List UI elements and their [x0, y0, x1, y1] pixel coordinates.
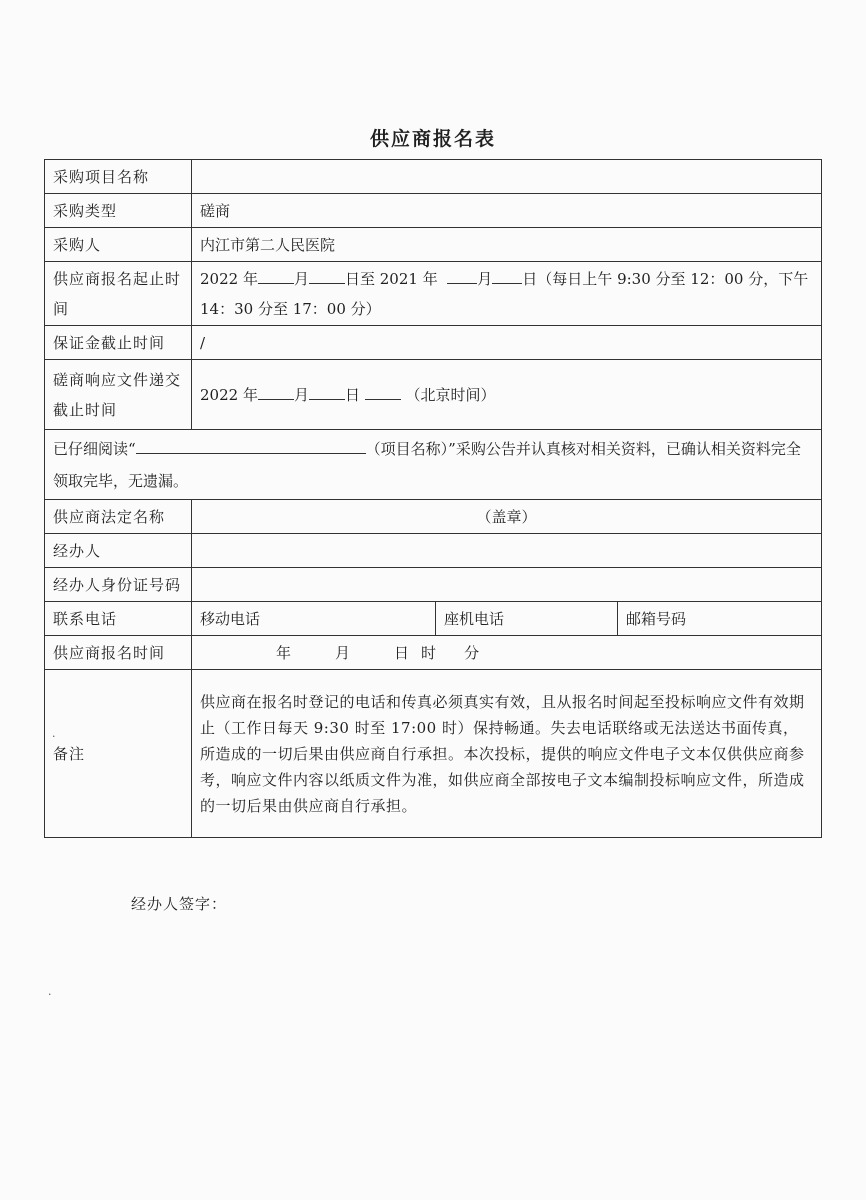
reg-day-to: 日至 — [344, 269, 375, 288]
row-declaration — [45, 430, 822, 500]
mobile-phone-field[interactable]: 移动电话 — [192, 602, 436, 636]
row-registration-period — [45, 262, 822, 326]
declaration-suffix: （项目名称）”采购公告并认真核对相关资料，已确认相关资料完全领取完毕，无遗漏。 — [53, 439, 801, 490]
row-registration-time — [45, 636, 822, 670]
landline-field[interactable]: 座机电话 — [436, 602, 618, 636]
scan-mark: · — [48, 988, 52, 1001]
agent-id-field[interactable] — [192, 568, 822, 602]
row-legal-name — [45, 500, 822, 534]
purchaser-value: 内江市第二人民医院 — [192, 228, 822, 262]
reg-month2-blank[interactable] — [447, 267, 477, 284]
row-contact — [45, 602, 822, 636]
response-deadline-value — [192, 360, 822, 430]
reg-time-minute: 分 — [464, 643, 480, 662]
deposit-deadline-value: / — [192, 326, 822, 360]
reg-time-label: 供应商报名时间 — [45, 636, 192, 670]
resp-time-blank[interactable] — [365, 383, 401, 400]
row-agent-id — [45, 568, 822, 602]
resp-month-blank[interactable] — [258, 383, 294, 400]
declaration-project-blank[interactable] — [136, 437, 366, 454]
reg-year-start: 2022 年 — [200, 269, 258, 288]
purchaser-label: 采购人 — [45, 228, 192, 262]
email-field[interactable]: 邮箱号码 — [618, 602, 822, 636]
reg-day1-blank[interactable] — [309, 267, 345, 284]
resp-month: 月 — [293, 385, 309, 404]
reg-note-line1: （每日上午 9:30 分至 12：00 分，下午 — [537, 269, 809, 288]
agent-id-label: 经办人身份证号码 — [45, 568, 192, 602]
row-purchase-type — [45, 194, 822, 228]
page-title: 供应商报名表 — [369, 128, 496, 150]
contact-label: 联系电话 — [45, 602, 192, 636]
reg-time-field[interactable] — [192, 636, 822, 670]
reg-day2-blank[interactable] — [492, 267, 522, 284]
reg-time-year: 年 — [276, 643, 292, 662]
resp-year: 2022 年 — [200, 385, 258, 404]
agent-label: 经办人 — [45, 534, 192, 568]
row-remarks — [45, 670, 822, 838]
row-agent — [45, 534, 822, 568]
resp-tz: （北京时间） — [405, 385, 496, 404]
project-name-field[interactable] — [192, 160, 822, 194]
registration-form-table — [44, 159, 822, 838]
resp-day: 日 — [344, 385, 360, 404]
reg-note-line2: 14：30 分至 17：00 分） — [200, 299, 381, 318]
remarks-text: 供应商在报名时登记的电话和传真必须真实有效，且从报名时间起至投标响应文件有效期止（工作日每天 9:30 时至 17:00 时）保持畅通。失去电话联络或无法送达书面传真，所造成的一切后果由供应商自行承担。本次投标，提供的响应文件电子文本仅供供应商参考，响应文件内容以纸质文件为准，如供应商全部按电子文本编制投标响应文件，所造成的一切后果由供应商自行承担。 — [192, 670, 822, 838]
legal-name-seal[interactable]: （盖章） — [192, 500, 822, 534]
reg-time-month: 月 — [335, 643, 351, 662]
agent-signature-label: 经办人签字： — [131, 895, 228, 913]
reg-month1-blank[interactable] — [258, 267, 294, 284]
registration-period-label: 供应商报名起止时间 — [45, 262, 192, 326]
deposit-deadline-label: 保证金截止时间 — [45, 326, 192, 360]
registration-period-value — [192, 262, 822, 326]
purchase-type-label: 采购类型 — [45, 194, 192, 228]
scan-mark: · — [52, 730, 56, 743]
declaration-text — [45, 430, 822, 500]
reg-day2: 日 — [522, 269, 538, 288]
agent-field[interactable] — [192, 534, 822, 568]
reg-month1: 月 — [293, 269, 309, 288]
row-project-name — [45, 160, 822, 194]
legal-name-label: 供应商法定名称 — [45, 500, 192, 534]
row-deposit-deadline — [45, 326, 822, 360]
reg-month2: 月 — [477, 269, 493, 288]
purchase-type-value: 磋商 — [192, 194, 822, 228]
remarks-label: 备注 — [45, 670, 192, 838]
row-purchaser — [45, 228, 822, 262]
reg-time-day: 日 — [394, 643, 410, 662]
response-deadline-label: 磋商响应文件递交截止时间 — [45, 360, 192, 430]
declaration-prefix: 已仔细阅读“ — [53, 439, 136, 458]
project-name-label: 采购项目名称 — [45, 160, 192, 194]
reg-year-end: 2021 年 — [379, 269, 438, 288]
reg-time-hour: 时 — [421, 643, 437, 662]
row-response-deadline — [45, 360, 822, 430]
resp-day-blank[interactable] — [309, 383, 345, 400]
